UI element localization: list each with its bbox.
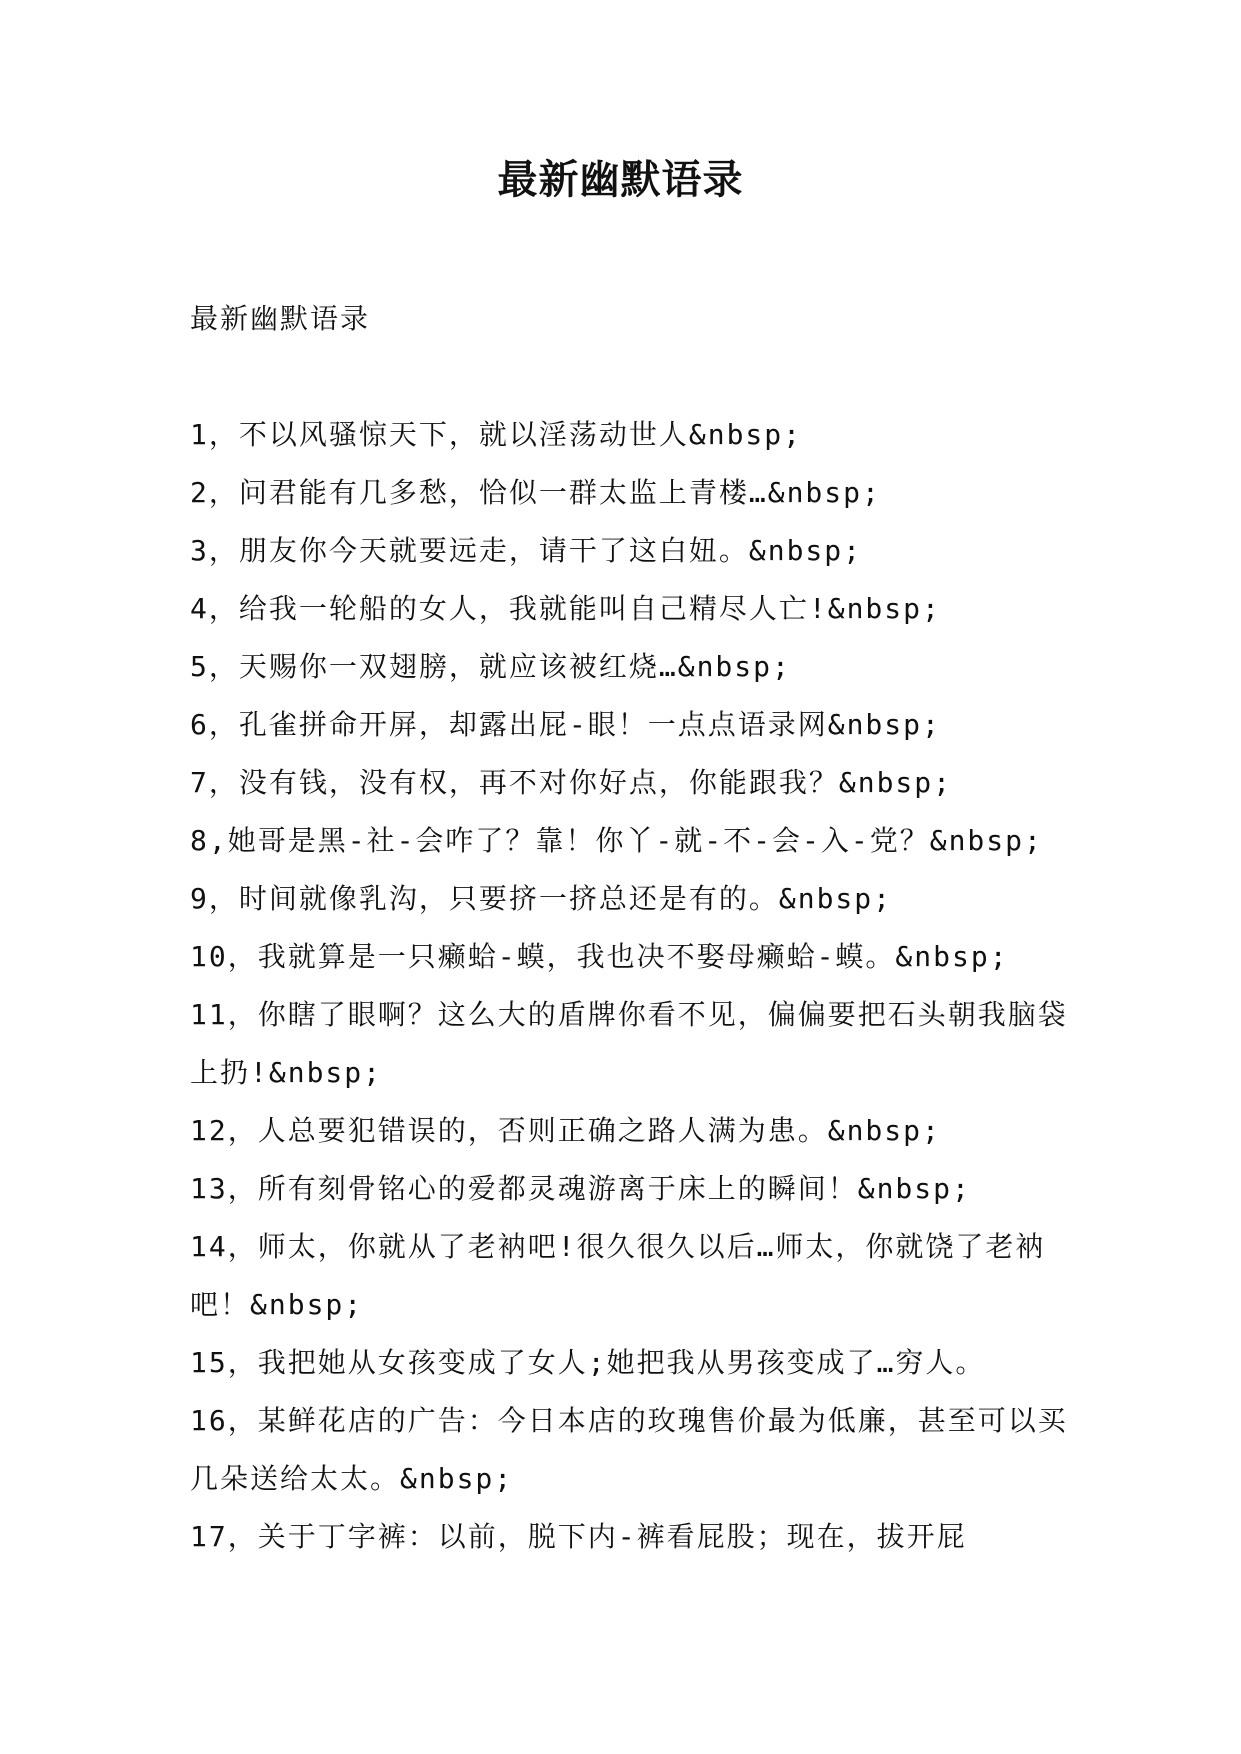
quote-item-14: 14，师太，你就从了老衲吧!很久很久以后…师太，你就饶了老衲吧！&nbsp; bbox=[190, 1230, 1046, 1321]
document-subtitle: 最新幽默语录 bbox=[190, 302, 371, 335]
quote-item-17: 17，关于丁字裤：以前，脱下内-裤看屁股；现在，拔开屁 bbox=[190, 1520, 967, 1553]
quote-item-13: 13，所有刻骨铭心的爱都灵魂游离于床上的瞬间！&nbsp; bbox=[190, 1172, 971, 1205]
quote-item-5: 5，天赐你一双翅膀，就应该被红烧…&nbsp; bbox=[190, 650, 791, 683]
quote-item-3: 3，朋友你今天就要远走，请干了这白妞。&nbsp; bbox=[190, 534, 863, 567]
quote-item-1: 1，不以风骚惊天下，就以淫荡动世人&nbsp; bbox=[190, 418, 803, 451]
quote-item-2: 2，问君能有几多愁，恰似一群太监上青楼…&nbsp; bbox=[190, 476, 881, 509]
quote-item-8: 8,她哥是黑-社-会咋了？靠！你丫-就-不-会-入-党？&nbsp; bbox=[190, 824, 1043, 857]
quote-item-10: 10，我就算是一只癞蛤-蟆，我也决不娶母癞蛤-蟆。&nbsp; bbox=[190, 940, 1009, 973]
quote-item-16: 16，某鲜花店的广告：今日本店的玫瑰售价最为低廉，甚至可以买几朵送给太太。&nbsp; bbox=[190, 1404, 1068, 1495]
quote-item-7: 7，没有钱，没有权，再不对你好点，你能跟我？&nbsp; bbox=[190, 766, 953, 799]
quote-item-6: 6，孔雀拼命开屏，却露出屁-眼！一点点语录网&nbsp; bbox=[190, 708, 941, 741]
quote-item-11: 11，你瞎了眼啊？这么大的盾牌你看不见，偏偏要把石头朝我脑袋上扔!&nbsp; bbox=[190, 998, 1068, 1089]
quote-item-4: 4，给我一轮船的女人，我就能叫自己精尽人亡!&nbsp; bbox=[190, 592, 941, 625]
quote-item-12: 12，人总要犯错误的，否则正确之路人满为患。&nbsp; bbox=[190, 1114, 941, 1147]
document-title: 最新幽默语录 bbox=[497, 156, 744, 203]
quote-item-9: 9，时间就像乳沟，只要挤一挤总还是有的。&nbsp; bbox=[190, 882, 893, 915]
quote-item-15: 15，我把她从女孩变成了女人;她把我从男孩变成了…穷人。 bbox=[190, 1346, 986, 1379]
quote-list bbox=[190, 406, 1070, 1566]
document-body bbox=[190, 290, 1070, 1566]
